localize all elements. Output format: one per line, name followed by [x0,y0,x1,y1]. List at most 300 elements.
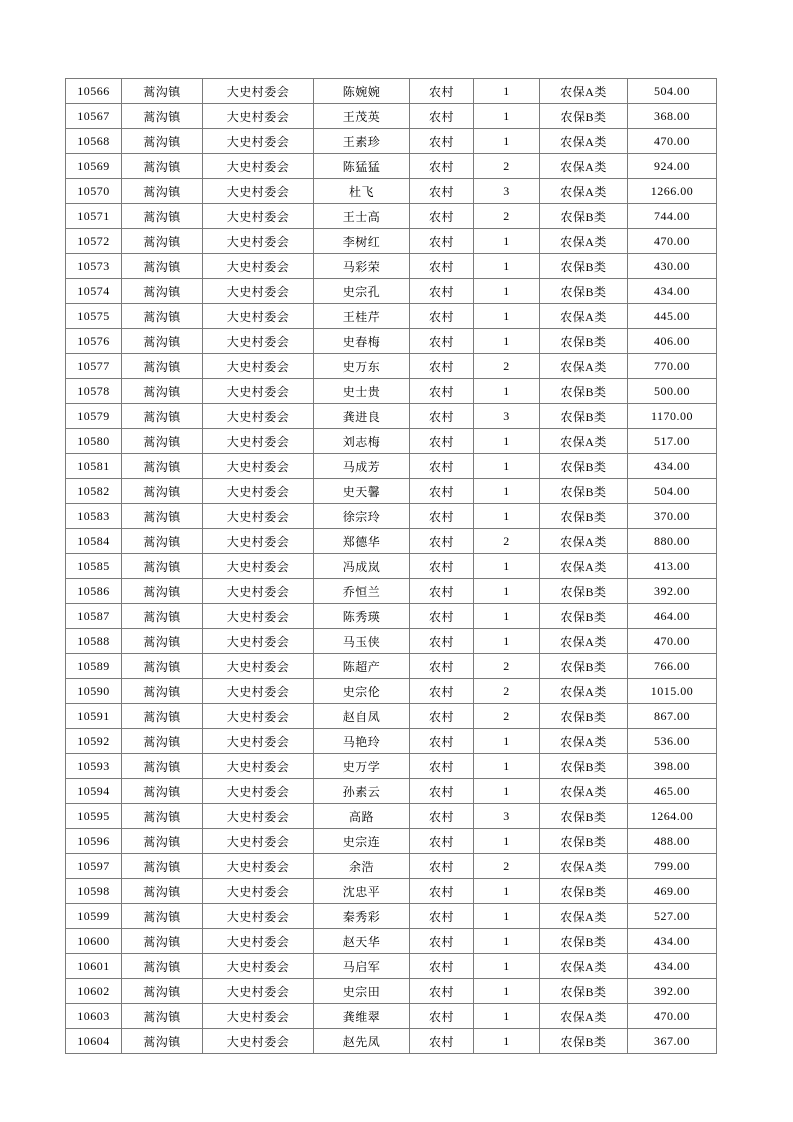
cell-insurance: 农保A类 [540,79,628,104]
cell-count: 1 [474,454,540,479]
cell-town: 蒿沟镇 [122,454,203,479]
table-row [66,954,717,979]
cell-village: 大史村委会 [203,554,314,579]
cell-town: 蒿沟镇 [122,229,203,254]
cell-name: 史宗连 [314,829,410,854]
cell-type: 农村 [410,829,474,854]
cell-name: 马彩荣 [314,254,410,279]
cell-insurance: 农保B类 [540,204,628,229]
cell-amount: 744.00 [628,204,717,229]
cell-village: 大史村委会 [203,679,314,704]
cell-insurance: 农保B类 [540,579,628,604]
cell-village: 大史村委会 [203,404,314,429]
cell-town: 蒿沟镇 [122,879,203,904]
cell-id: 10592 [66,729,122,754]
cell-town: 蒿沟镇 [122,154,203,179]
cell-count: 1 [474,879,540,904]
cell-village: 大史村委会 [203,829,314,854]
cell-id: 10598 [66,879,122,904]
cell-type: 农村 [410,704,474,729]
cell-name: 赵自凤 [314,704,410,729]
cell-type: 农村 [410,754,474,779]
cell-insurance: 农保B类 [540,1029,628,1054]
table-row [66,454,717,479]
cell-name: 郑德华 [314,529,410,554]
cell-village: 大史村委会 [203,529,314,554]
cell-name: 史春梅 [314,329,410,354]
cell-village: 大史村委会 [203,604,314,629]
cell-id: 10566 [66,79,122,104]
cell-insurance: 农保B类 [540,454,628,479]
cell-village: 大史村委会 [203,379,314,404]
table-row [66,279,717,304]
cell-name: 龚进良 [314,404,410,429]
cell-type: 农村 [410,854,474,879]
cell-town: 蒿沟镇 [122,1029,203,1054]
cell-count: 1 [474,104,540,129]
cell-count: 2 [474,704,540,729]
cell-village: 大史村委会 [203,204,314,229]
cell-insurance: 农保B类 [540,104,628,129]
cell-town: 蒿沟镇 [122,329,203,354]
cell-name: 杜飞 [314,179,410,204]
cell-name: 王士高 [314,204,410,229]
cell-count: 1 [474,1004,540,1029]
cell-count: 3 [474,804,540,829]
cell-type: 农村 [410,654,474,679]
cell-amount: 1266.00 [628,179,717,204]
table-row [66,354,717,379]
cell-insurance: 农保A类 [540,954,628,979]
cell-type: 农村 [410,1004,474,1029]
cell-town: 蒿沟镇 [122,579,203,604]
table-row [66,629,717,654]
cell-id: 10577 [66,354,122,379]
table-row [66,254,717,279]
cell-count: 1 [474,504,540,529]
cell-name: 马启军 [314,954,410,979]
cell-town: 蒿沟镇 [122,754,203,779]
cell-count: 2 [474,529,540,554]
table-row [66,429,717,454]
cell-type: 农村 [410,729,474,754]
cell-count: 1 [474,779,540,804]
cell-id: 10579 [66,404,122,429]
cell-type: 农村 [410,554,474,579]
cell-name: 马玉侠 [314,629,410,654]
table-row [66,154,717,179]
cell-insurance: 农保B类 [540,254,628,279]
cell-village: 大史村委会 [203,1004,314,1029]
cell-id: 10599 [66,904,122,929]
table-row [66,554,717,579]
cell-amount: 464.00 [628,604,717,629]
cell-type: 农村 [410,454,474,479]
cell-type: 农村 [410,579,474,604]
cell-id: 10589 [66,654,122,679]
cell-id: 10575 [66,304,122,329]
table-row [66,504,717,529]
cell-id: 10586 [66,579,122,604]
cell-town: 蒿沟镇 [122,1004,203,1029]
cell-type: 农村 [410,929,474,954]
table-row [66,604,717,629]
cell-town: 蒿沟镇 [122,379,203,404]
cell-name: 马成芳 [314,454,410,479]
table-row [66,804,717,829]
cell-name: 史宗伦 [314,679,410,704]
cell-count: 1 [474,379,540,404]
cell-id: 10574 [66,279,122,304]
cell-village: 大史村委会 [203,654,314,679]
cell-amount: 504.00 [628,79,717,104]
cell-type: 农村 [410,629,474,654]
cell-amount: 1264.00 [628,804,717,829]
table-row [66,79,717,104]
table-row [66,329,717,354]
cell-type: 农村 [410,779,474,804]
cell-village: 大史村委会 [203,979,314,1004]
cell-town: 蒿沟镇 [122,954,203,979]
cell-insurance: 农保A类 [540,629,628,654]
cell-id: 10594 [66,779,122,804]
table-row [66,1029,717,1054]
cell-name: 龚维翠 [314,1004,410,1029]
cell-name: 刘志梅 [314,429,410,454]
cell-count: 1 [474,229,540,254]
cell-insurance: 农保B类 [540,979,628,1004]
cell-insurance: 农保B类 [540,754,628,779]
cell-amount: 469.00 [628,879,717,904]
cell-type: 农村 [410,204,474,229]
table-row [66,104,717,129]
cell-village: 大史村委会 [203,904,314,929]
cell-amount: 527.00 [628,904,717,929]
table-row [66,179,717,204]
cell-village: 大史村委会 [203,179,314,204]
table-row [66,904,717,929]
cell-amount: 367.00 [628,1029,717,1054]
cell-count: 1 [474,929,540,954]
cell-count: 1 [474,629,540,654]
cell-name: 史天馨 [314,479,410,504]
cell-id: 10596 [66,829,122,854]
cell-town: 蒿沟镇 [122,654,203,679]
table-row [66,829,717,854]
cell-insurance: 农保A类 [540,154,628,179]
cell-town: 蒿沟镇 [122,279,203,304]
cell-count: 1 [474,754,540,779]
cell-name: 高路 [314,804,410,829]
cell-insurance: 农保B类 [540,929,628,954]
cell-name: 马艳玲 [314,729,410,754]
cell-village: 大史村委会 [203,329,314,354]
cell-count: 1 [474,304,540,329]
cell-name: 陈婉婉 [314,79,410,104]
cell-type: 农村 [410,229,474,254]
cell-id: 10604 [66,1029,122,1054]
cell-name: 史宗田 [314,979,410,1004]
cell-type: 农村 [410,879,474,904]
cell-count: 2 [474,654,540,679]
cell-count: 1 [474,904,540,929]
cell-amount: 434.00 [628,954,717,979]
cell-village: 大史村委会 [203,579,314,604]
cell-insurance: 农保B类 [540,604,628,629]
cell-id: 10588 [66,629,122,654]
cell-town: 蒿沟镇 [122,804,203,829]
cell-insurance: 农保A类 [540,529,628,554]
table-body [66,79,717,1054]
table-row [66,754,717,779]
cell-village: 大史村委会 [203,929,314,954]
cell-insurance: 农保A类 [540,554,628,579]
cell-village: 大史村委会 [203,754,314,779]
cell-name: 余浩 [314,854,410,879]
cell-village: 大史村委会 [203,154,314,179]
cell-insurance: 农保A类 [540,854,628,879]
cell-name: 王桂芹 [314,304,410,329]
cell-town: 蒿沟镇 [122,254,203,279]
cell-id: 10597 [66,854,122,879]
cell-village: 大史村委会 [203,954,314,979]
cell-insurance: 农保B类 [540,879,628,904]
cell-amount: 770.00 [628,354,717,379]
cell-town: 蒿沟镇 [122,354,203,379]
cell-amount: 766.00 [628,654,717,679]
cell-insurance: 农保B类 [540,804,628,829]
cell-amount: 536.00 [628,729,717,754]
cell-town: 蒿沟镇 [122,429,203,454]
cell-town: 蒿沟镇 [122,904,203,929]
cell-town: 蒿沟镇 [122,129,203,154]
cell-insurance: 农保A类 [540,354,628,379]
cell-amount: 370.00 [628,504,717,529]
cell-count: 1 [474,979,540,1004]
cell-name: 乔恒兰 [314,579,410,604]
cell-id: 10591 [66,704,122,729]
cell-amount: 488.00 [628,829,717,854]
cell-name: 陈秀瑛 [314,604,410,629]
cell-town: 蒿沟镇 [122,304,203,329]
cell-town: 蒿沟镇 [122,79,203,104]
cell-count: 1 [474,329,540,354]
cell-count: 1 [474,829,540,854]
cell-name: 陈猛猛 [314,154,410,179]
cell-count: 1 [474,79,540,104]
cell-id: 10568 [66,129,122,154]
cell-village: 大史村委会 [203,729,314,754]
table-row [66,379,717,404]
cell-count: 2 [474,679,540,704]
cell-amount: 1015.00 [628,679,717,704]
cell-type: 农村 [410,179,474,204]
table-row [66,854,717,879]
cell-name: 王茂英 [314,104,410,129]
cell-village: 大史村委会 [203,129,314,154]
cell-id: 10593 [66,754,122,779]
cell-village: 大史村委会 [203,504,314,529]
cell-id: 10573 [66,254,122,279]
cell-amount: 413.00 [628,554,717,579]
cell-id: 10570 [66,179,122,204]
cell-id: 10571 [66,204,122,229]
cell-name: 史万东 [314,354,410,379]
cell-insurance: 农保A类 [540,129,628,154]
cell-village: 大史村委会 [203,454,314,479]
table-row [66,479,717,504]
cell-amount: 398.00 [628,754,717,779]
table-row [66,229,717,254]
cell-town: 蒿沟镇 [122,929,203,954]
cell-amount: 434.00 [628,929,717,954]
cell-amount: 406.00 [628,329,717,354]
cell-id: 10572 [66,229,122,254]
cell-insurance: 农保B类 [540,279,628,304]
cell-town: 蒿沟镇 [122,979,203,1004]
cell-village: 大史村委会 [203,879,314,904]
cell-name: 赵天华 [314,929,410,954]
cell-type: 农村 [410,979,474,1004]
cell-count: 1 [474,1029,540,1054]
cell-type: 农村 [410,129,474,154]
cell-id: 10576 [66,329,122,354]
cell-amount: 445.00 [628,304,717,329]
table-row [66,929,717,954]
cell-amount: 465.00 [628,779,717,804]
cell-count: 1 [474,479,540,504]
cell-name: 沈忠平 [314,879,410,904]
cell-town: 蒿沟镇 [122,479,203,504]
cell-insurance: 农保B类 [540,504,628,529]
cell-type: 农村 [410,379,474,404]
cell-amount: 434.00 [628,454,717,479]
table-row [66,879,717,904]
cell-id: 10580 [66,429,122,454]
table-row [66,679,717,704]
table-row [66,304,717,329]
cell-village: 大史村委会 [203,254,314,279]
cell-id: 10585 [66,554,122,579]
cell-id: 10569 [66,154,122,179]
cell-village: 大史村委会 [203,429,314,454]
cell-count: 3 [474,179,540,204]
cell-town: 蒿沟镇 [122,854,203,879]
cell-name: 赵先凤 [314,1029,410,1054]
cell-village: 大史村委会 [203,304,314,329]
cell-amount: 867.00 [628,704,717,729]
cell-name: 李树红 [314,229,410,254]
cell-count: 1 [474,604,540,629]
cell-town: 蒿沟镇 [122,829,203,854]
cell-count: 3 [474,404,540,429]
cell-amount: 470.00 [628,629,717,654]
cell-town: 蒿沟镇 [122,604,203,629]
cell-type: 农村 [410,254,474,279]
cell-amount: 392.00 [628,979,717,1004]
cell-type: 农村 [410,604,474,629]
cell-type: 农村 [410,79,474,104]
table-row [66,129,717,154]
cell-insurance: 农保A类 [540,429,628,454]
cell-count: 2 [474,154,540,179]
cell-id: 10601 [66,954,122,979]
cell-town: 蒿沟镇 [122,779,203,804]
cell-name: 王素珍 [314,129,410,154]
cell-type: 农村 [410,529,474,554]
cell-name: 孙素云 [314,779,410,804]
cell-town: 蒿沟镇 [122,179,203,204]
cell-name: 史万学 [314,754,410,779]
cell-village: 大史村委会 [203,479,314,504]
cell-amount: 392.00 [628,579,717,604]
cell-village: 大史村委会 [203,779,314,804]
cell-count: 1 [474,954,540,979]
cell-name: 史宗孔 [314,279,410,304]
cell-id: 10578 [66,379,122,404]
cell-amount: 880.00 [628,529,717,554]
cell-id: 10595 [66,804,122,829]
cell-name: 陈超产 [314,654,410,679]
cell-village: 大史村委会 [203,229,314,254]
cell-count: 1 [474,254,540,279]
cell-id: 10600 [66,929,122,954]
cell-amount: 470.00 [628,129,717,154]
cell-count: 2 [474,354,540,379]
table-row [66,779,717,804]
cell-type: 农村 [410,1029,474,1054]
cell-amount: 434.00 [628,279,717,304]
cell-insurance: 农保A类 [540,304,628,329]
cell-amount: 517.00 [628,429,717,454]
cell-id: 10603 [66,1004,122,1029]
cell-town: 蒿沟镇 [122,704,203,729]
cell-type: 农村 [410,279,474,304]
cell-id: 10590 [66,679,122,704]
cell-insurance: 农保A类 [540,1004,628,1029]
cell-type: 农村 [410,479,474,504]
cell-amount: 1170.00 [628,404,717,429]
cell-amount: 430.00 [628,254,717,279]
table-row [66,204,717,229]
table-row [66,404,717,429]
cell-town: 蒿沟镇 [122,104,203,129]
cell-type: 农村 [410,104,474,129]
cell-village: 大史村委会 [203,704,314,729]
cell-id: 10587 [66,604,122,629]
cell-town: 蒿沟镇 [122,404,203,429]
cell-count: 1 [474,729,540,754]
cell-type: 农村 [410,679,474,704]
cell-count: 1 [474,579,540,604]
table-row [66,579,717,604]
cell-insurance: 农保B类 [540,654,628,679]
cell-insurance: 农保B类 [540,829,628,854]
cell-amount: 500.00 [628,379,717,404]
cell-name: 徐宗玲 [314,504,410,529]
cell-id: 10582 [66,479,122,504]
cell-insurance: 农保B类 [540,404,628,429]
cell-name: 史士贵 [314,379,410,404]
benefits-table [65,78,717,1054]
cell-type: 农村 [410,954,474,979]
cell-village: 大史村委会 [203,354,314,379]
cell-count: 1 [474,554,540,579]
cell-type: 农村 [410,329,474,354]
cell-id: 10583 [66,504,122,529]
cell-amount: 924.00 [628,154,717,179]
cell-village: 大史村委会 [203,1029,314,1054]
